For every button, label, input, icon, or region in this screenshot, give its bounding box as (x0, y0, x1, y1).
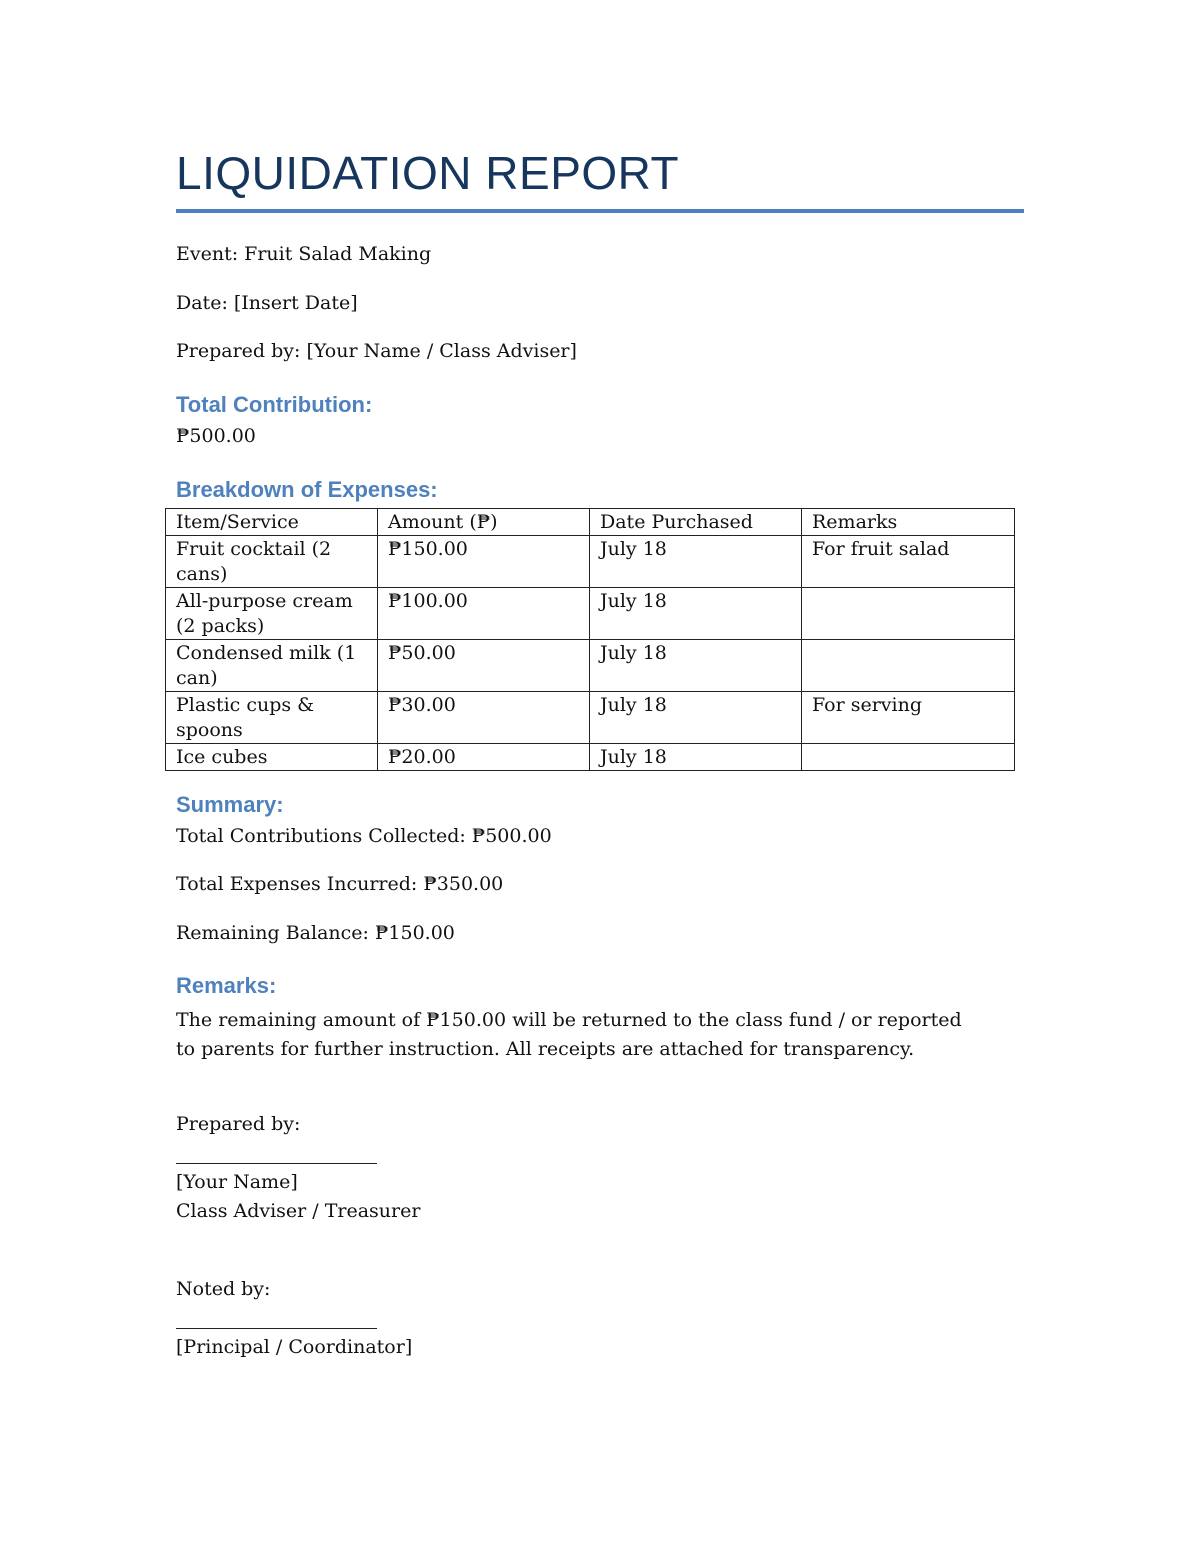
date-cell: July 18 (590, 692, 802, 744)
remarks-cell: For serving (802, 692, 1015, 744)
column-header-item: Item/Service (166, 509, 378, 536)
remarks-paragraph: The remaining amount of ₱150.00 will be returned to the class fund / or reported to parents for further instruction. All receipts are attached for transparency. (176, 1009, 962, 1060)
remarks-cell (802, 640, 1015, 692)
amount-cell: ₱100.00 (378, 588, 590, 640)
title-underline (176, 209, 1024, 213)
amount-cell: ₱20.00 (378, 744, 590, 771)
date-cell: July 18 (590, 744, 802, 771)
remarks-cell: For fruit salad (802, 536, 1015, 588)
date-cell: July 18 (590, 536, 802, 588)
event-line: Event: Fruit Salad Making (176, 243, 432, 265)
remarks-cell (802, 588, 1015, 640)
page-title: LIQUIDATION REPORT (176, 147, 680, 199)
expenses-heading: Breakdown of Expenses: (176, 477, 438, 502)
table-row (166, 744, 1015, 771)
table-header-row (166, 509, 1015, 536)
column-header-remarks: Remarks (802, 509, 1015, 536)
summary-collected: Total Contributions Collected: ₱500.00 (176, 825, 552, 847)
column-header-date: Date Purchased (590, 509, 802, 536)
table-row (166, 588, 1015, 640)
prepared-role: Class Adviser / Treasurer (176, 1200, 421, 1222)
summary-balance: Remaining Balance: ₱150.00 (176, 922, 455, 944)
noted-name: [Principal / Coordinator] (176, 1336, 413, 1358)
prepared-by-label: Prepared by: (176, 1113, 301, 1135)
remarks-heading: Remarks: (176, 973, 277, 998)
table-row (166, 640, 1015, 692)
total-contribution-amount: ₱500.00 (176, 425, 256, 447)
item-cell: Fruit cocktail (2 cans) (166, 536, 378, 588)
noted-signature-line (176, 1328, 377, 1329)
amount-cell: ₱150.00 (378, 536, 590, 588)
summary-heading: Summary: (176, 792, 284, 817)
table-row (166, 692, 1015, 744)
summary-expenses: Total Expenses Incurred: ₱350.00 (176, 873, 504, 895)
prepared-name: [Your Name] (176, 1171, 298, 1193)
item-cell: Ice cubes (166, 744, 378, 771)
date-cell: July 18 (590, 640, 802, 692)
prepared-by-line: Prepared by: [Your Name / Class Adviser] (176, 340, 577, 362)
item-cell: Condensed milk (1 can) (166, 640, 378, 692)
remarks-cell (802, 744, 1015, 771)
item-cell: All-purpose cream (2 packs) (166, 588, 378, 640)
date-cell: July 18 (590, 588, 802, 640)
item-cell: Plastic cups & spoons (166, 692, 378, 744)
table-row (166, 536, 1015, 588)
amount-cell: ₱50.00 (378, 640, 590, 692)
total-contribution-heading: Total Contribution: (176, 392, 373, 417)
amount-cell: ₱30.00 (378, 692, 590, 744)
date-line: Date: [Insert Date] (176, 292, 358, 314)
column-header-amount: Amount (₱) (378, 509, 590, 536)
prepared-signature-line (176, 1163, 377, 1164)
noted-by-label: Noted by: (176, 1278, 271, 1300)
expenses-table (165, 508, 1015, 771)
